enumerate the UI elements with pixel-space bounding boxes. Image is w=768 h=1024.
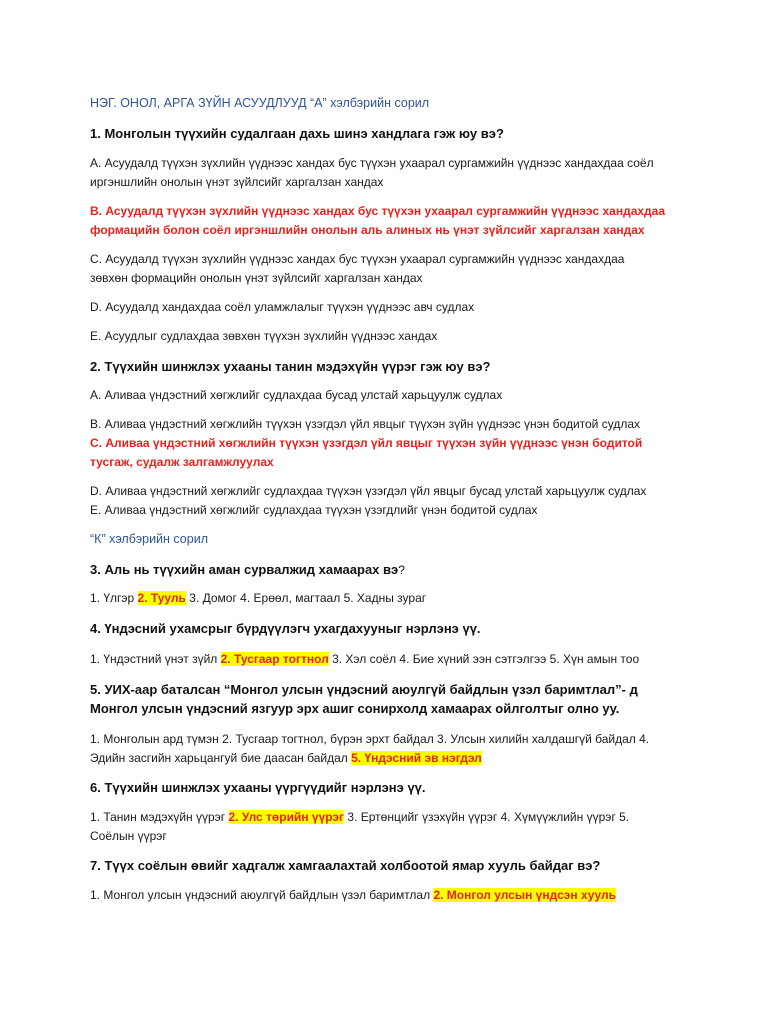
q5-highlighted-answer: 5. Үндэсний эв нэгдэл [351, 751, 482, 765]
section-title: НЭГ. ОНОЛ, АРГА ЗҮЙН АСУУДЛУУД “А” хэлбэрийн сорил [90, 96, 430, 110]
q3-answers [90, 589, 690, 608]
q6-highlighted-answer: 2. Улс төрийн үүрэг [228, 810, 345, 824]
section-subtitle: “К” хэлбэрийн сорил [90, 532, 208, 546]
q6-answer-rest: 3. Ертөнцийг үзэхүйн үүрэг 4. Хүмүүжлийн үүрэг 5. [344, 810, 630, 824]
q2-option-c-line2: тусгаж, судалж залгамжлуулах [90, 455, 274, 469]
question-6: 6. Түүхийн шинжлэх ухааны үүргүүдийг нэрлэнэ үү. [90, 780, 426, 795]
q5-answer-text: Эдийн засгийн харьцангуй бие даасан байдал [90, 751, 352, 765]
q1-option-b-line2: формацийн болон соёл иргэншлийн онолын аль алиных нь үнэт зүйлсийг харгалзан хандах [90, 223, 645, 237]
q2-option-a: А. Аливаа үндэстний хөгжлийг судлахдаа бусад улстай харьцуулж судлах [90, 388, 503, 402]
q3-highlighted-answer: 2. Тууль [137, 591, 186, 605]
q1-option-d: D. Асуудалд хандахдаа соёл уламжлалыг түүхэн үүднээс авч судлах [90, 300, 475, 314]
q5-answers-line1: 1. Монголын ард түмэн 2. Тусгаар тогтнол, бүрэн эрхт байдал 3. Улсын хилийн халдашгүй байдал 4. [90, 732, 650, 746]
q1-option-a-line1: А. Асуудалд түүхэн зүхлийн үүднээс хандах бус түүхэн ухаарал сургамжийн үүднээс хандахдаа соёл [90, 156, 654, 170]
q7-highlighted-answer: 2. Монгол улсын үндсэн хууль [433, 888, 616, 902]
q3-answer-text: 1. Үлгэр [90, 591, 138, 605]
q5-answers-line2 [90, 749, 690, 768]
q1-option-c-line2: зөвхөн формацийн онолын үнэт зүйлсийг харгалзан хандах [90, 271, 423, 285]
question-3: 3. Аль нь түүхийн аман сурвалжид хамаарах вэ [90, 562, 399, 577]
q1-option-a-line2: иргэншлийн онолын үнэт зүйлсийг харгалзан хандах [90, 175, 384, 189]
question-5-line1: 5. УИХ-аар баталсан “Монгол улсын үндэсний аюулгүй байдлын үзэл баримтлал”- д [90, 682, 638, 697]
q2-option-c-line1: С. Аливаа үндэстний хөгжлийн түүхэн үзэгдэл үйл явцыг түүхэн зүйн үүднээс үнэн бодитой [90, 436, 643, 450]
q4-highlighted-answer: 2. Тусгаар тогтнол [220, 652, 329, 666]
q1-option-b-line1: В. Асуудалд түүхэн зүхлийн үүднээс хандах бус түүхэн ухаарал сургамжийн үүднээс хандахдаа [90, 204, 666, 218]
question-3-line [90, 560, 690, 580]
q2-option-d: D. Аливаа үндэстний хөгжлийг судлахдаа түүхэн үзэгдэл үйл явцыг бусад улстай харьцуулж судлах [90, 484, 647, 498]
q2-option-e: Е. Аливаа үндэстний хөгжлийг судлахдаа түүхэн үзэгдлийг үнэн бодитой судлах [90, 503, 538, 517]
question-7: 7. Түүх соёлын өвийг хадгалж хамгаалахтай холбоотой ямар хууль байдаг вэ? [90, 858, 601, 873]
q3-answer-rest: 3. Домог 4. Ерөөл, магтаал 5. Хадны зураг [185, 591, 427, 605]
question-2: 2. Түүхийн шинжлэх ухааны танин мэдэхүйн үүрэг гэж юу вэ? [90, 359, 491, 374]
question-1: 1. Монголын түүхийн судалгаан дахь шинэ хандлага гэж юу вэ? [90, 126, 504, 141]
q7-answers [90, 886, 690, 905]
question-3-mark: ? [398, 563, 405, 577]
q4-answers [90, 650, 690, 669]
q2-option-b: В. Аливаа үндэстний хөгжлийн түүхэн үзэгдэл үйл явцыг түүхэн зүйн үүднээс үнэн бодитой судлах [90, 417, 641, 431]
q1-option-e: Е. Асуудлыг судлахдаа зөвхөн түүхэн зүхлийн үүднээс хандах [90, 329, 438, 343]
question-5-line2: Монгол улсын үндэсний язгуур эрх ашиг сонирхолд хамаарах ойлголтыг олно уу. [90, 701, 620, 716]
q6-answers-line1 [90, 808, 690, 827]
q7-answer-text: 1. Монгол улсын үндэсний аюулгүй байдлын үзэл баримтлал [90, 888, 434, 902]
q6-answers-line2: Соёлын үүрэг [90, 829, 167, 843]
q4-answer-text: 1. Үндэстний үнэт зүйл [90, 652, 221, 666]
question-4: 4. Үндэсний ухамсрыг бүрдүүлэгч ухагдахууныг нэрлэнэ үү. [90, 621, 481, 636]
q1-option-c-line1: С. Асуудалд түүхэн зүхлийн үүднээс хандах бус түүхэн ухаарал сургамжийн үүднээс хандахдаа [90, 252, 625, 266]
q4-answer-rest: 3. Хэл соёл 4. Бие хүний ээн сэтгэлгээ 5. Хүн амын тоо [328, 652, 640, 666]
q6-answer-text: 1. Танин мэдэхүйн үүрэг [90, 810, 229, 824]
